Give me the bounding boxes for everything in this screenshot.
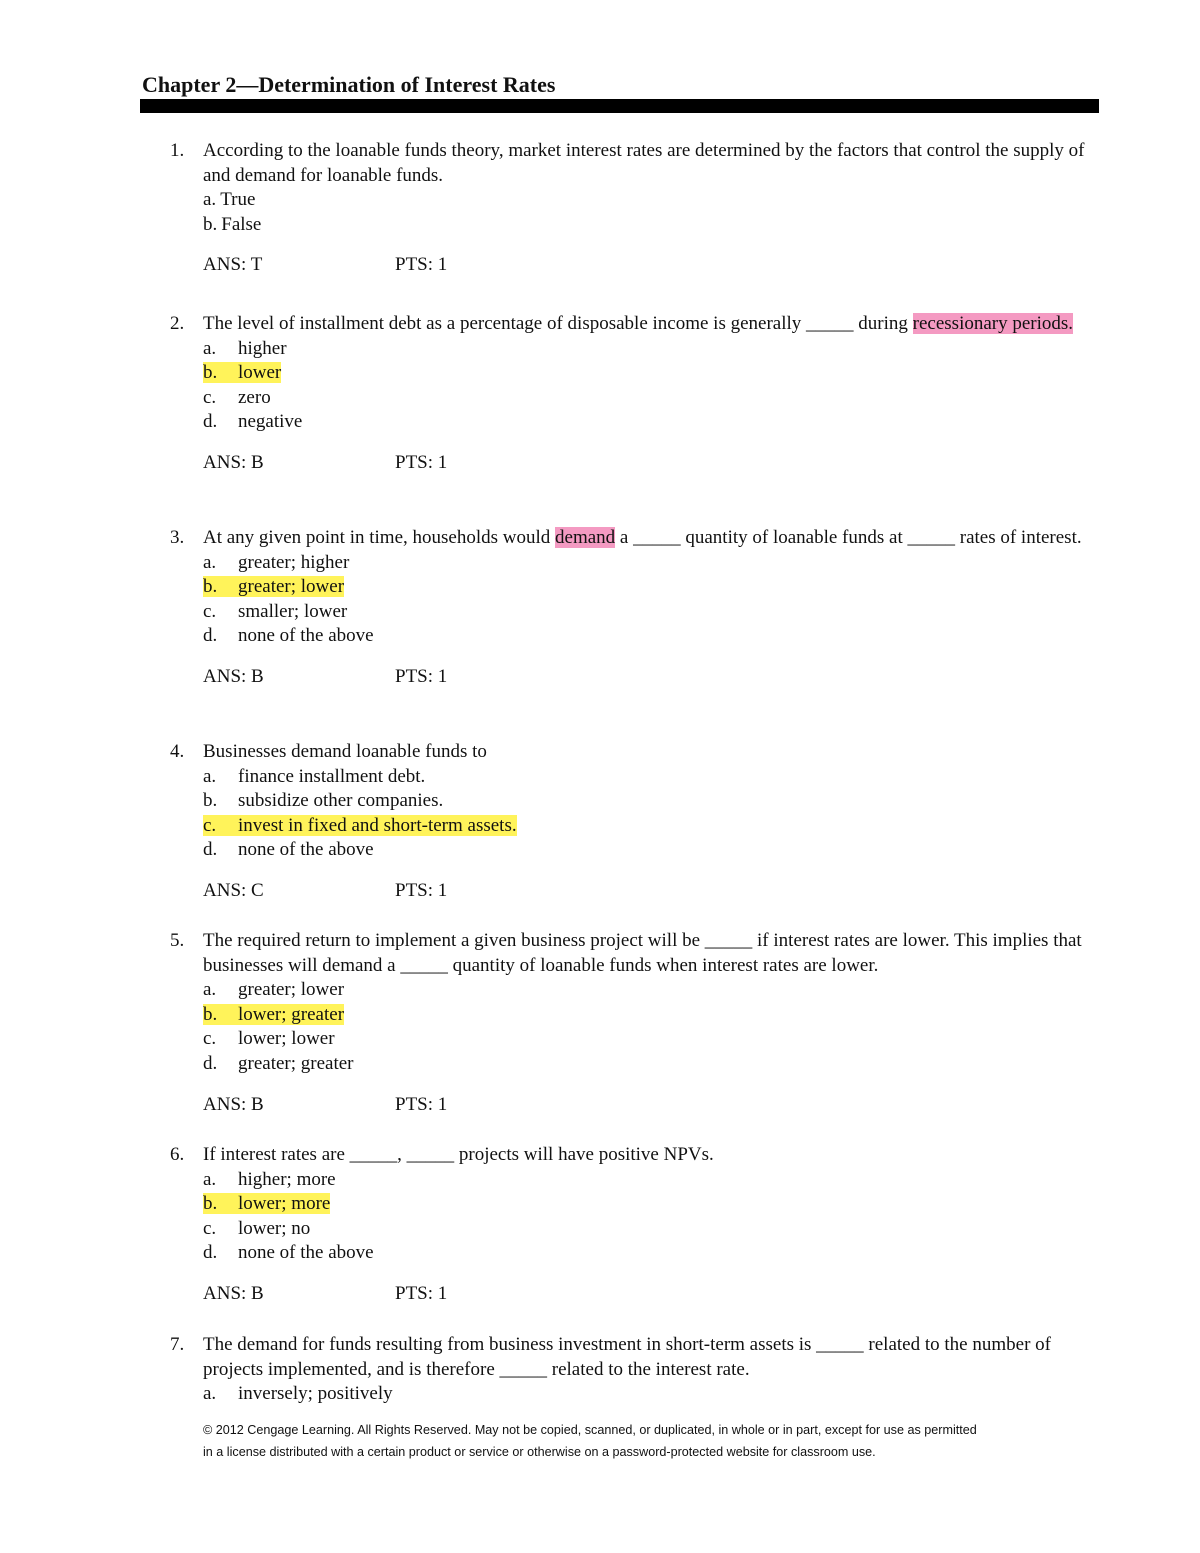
option-d: d. none of the above (203, 1242, 374, 1264)
question-stem: According to the loanable funds theory, market interest rates are determined by the factors that control the supply of and demand for loanable funds. (203, 140, 1085, 186)
option-c: c. lower; no (203, 1217, 311, 1239)
question-number: 3. (170, 527, 185, 548)
answer-key: ANS: C (203, 879, 264, 901)
highlighted-answer: b. lower; more (203, 1193, 331, 1215)
option-d: d. none of the above (203, 625, 374, 647)
copyright-line-1: © 2012 Cengage Learning. All Rights Reserved. May not be copied, scanned, or duplicated, in whole or in part, except for use as permitted (203, 1423, 977, 1437)
question-stem: The level of installment debt as a percentage of disposable income is generally _____ during recessionary periods. (203, 313, 1074, 334)
answer-row (203, 253, 1092, 277)
question-stem: If interest rates are _____, _____ projects will have positive NPVs. (203, 1144, 714, 1165)
question-stem: The demand for funds resulting from business investment in short-term assets is _____ related to the number of projects implemented, and is therefore _____ related to the interest rate. (203, 1334, 1051, 1380)
highlighted-word: demand (555, 527, 616, 548)
copyright-footer (203, 1419, 1103, 1463)
question-5 (142, 929, 1092, 1117)
question-stem: The required return to implement a given business project will be _____ if interest rates are lower. This implies that businesses will demand a _____ quantity of loanable funds when interest rates are lower. (203, 930, 1082, 976)
points: PTS: 1 (395, 879, 448, 901)
option-d: d. none of the above (203, 839, 374, 861)
option-c: c. lower; lower (203, 1028, 335, 1050)
option-d: d. greater; greater (203, 1052, 354, 1074)
option-a: a. greater; lower (203, 979, 345, 1001)
option-b (203, 1003, 1092, 1028)
answer-row (203, 451, 1092, 475)
highlighted-answer: b. lower; greater (203, 1003, 345, 1025)
points: PTS: 1 (395, 451, 448, 473)
answer-row (203, 1282, 1092, 1306)
option-a: a. inversely; positively (203, 1383, 393, 1405)
points: PTS: 1 (395, 1093, 448, 1115)
option-a: a. finance installment debt. (203, 765, 426, 787)
answer-key: ANS: B (203, 665, 264, 687)
question-number: 6. (170, 1144, 185, 1165)
answer-key: ANS: T (203, 254, 263, 276)
answer-row (203, 879, 1092, 903)
question-7 (142, 1333, 1092, 1407)
option-c (203, 814, 1092, 839)
answer-row (203, 665, 1092, 689)
question-number: 2. (170, 313, 185, 334)
option-a: a. True (203, 189, 256, 211)
question-2 (142, 312, 1092, 475)
option-c: c. smaller; lower (203, 600, 348, 622)
option-b: b. subsidize other companies. (203, 790, 444, 812)
option-a: a. greater; higher (203, 551, 350, 573)
option-b (203, 361, 1092, 386)
option-d: d. negative (203, 411, 303, 433)
option-b: b. False (203, 213, 262, 235)
answer-key: ANS: B (203, 1093, 264, 1115)
answer-key: ANS: B (203, 451, 264, 473)
question-stem: Businesses demand loanable funds to (203, 741, 487, 762)
points: PTS: 1 (395, 665, 448, 687)
option-c: c. zero (203, 386, 271, 408)
points: PTS: 1 (395, 254, 448, 276)
option-b (203, 575, 1092, 600)
highlighted-answer: c. invest in fixed and short-term assets. (203, 814, 517, 836)
copyright-line-2: in a license distributed with a certain product or service or otherwise on a password-protected website for classroom use. (203, 1445, 876, 1459)
answer-row (203, 1093, 1092, 1117)
question-number: 4. (170, 741, 185, 762)
question-stem: At any given point in time, households would demand a _____ quantity of loanable funds at _____ rates of interest. (203, 527, 1082, 548)
question-6 (142, 1143, 1092, 1306)
points: PTS: 1 (395, 1282, 448, 1304)
option-a: a. higher; more (203, 1168, 336, 1190)
option-b (203, 1192, 1092, 1217)
question-number: 1. (170, 140, 185, 161)
question-3 (142, 526, 1092, 689)
option-a: a. higher (203, 337, 287, 359)
highlighted-phrase: recessionary periods. (912, 313, 1074, 334)
question-4 (142, 740, 1092, 903)
page-title: Chapter 2—Determination of Interest Rates (142, 72, 556, 97)
question-number: 7. (170, 1334, 185, 1355)
title-rule (140, 99, 1099, 113)
question-1 (142, 139, 1092, 277)
highlighted-answer: b. greater; lower (203, 576, 345, 598)
highlighted-answer: b. lower (203, 362, 282, 384)
answer-key: ANS: B (203, 1282, 264, 1304)
question-number: 5. (170, 930, 185, 951)
